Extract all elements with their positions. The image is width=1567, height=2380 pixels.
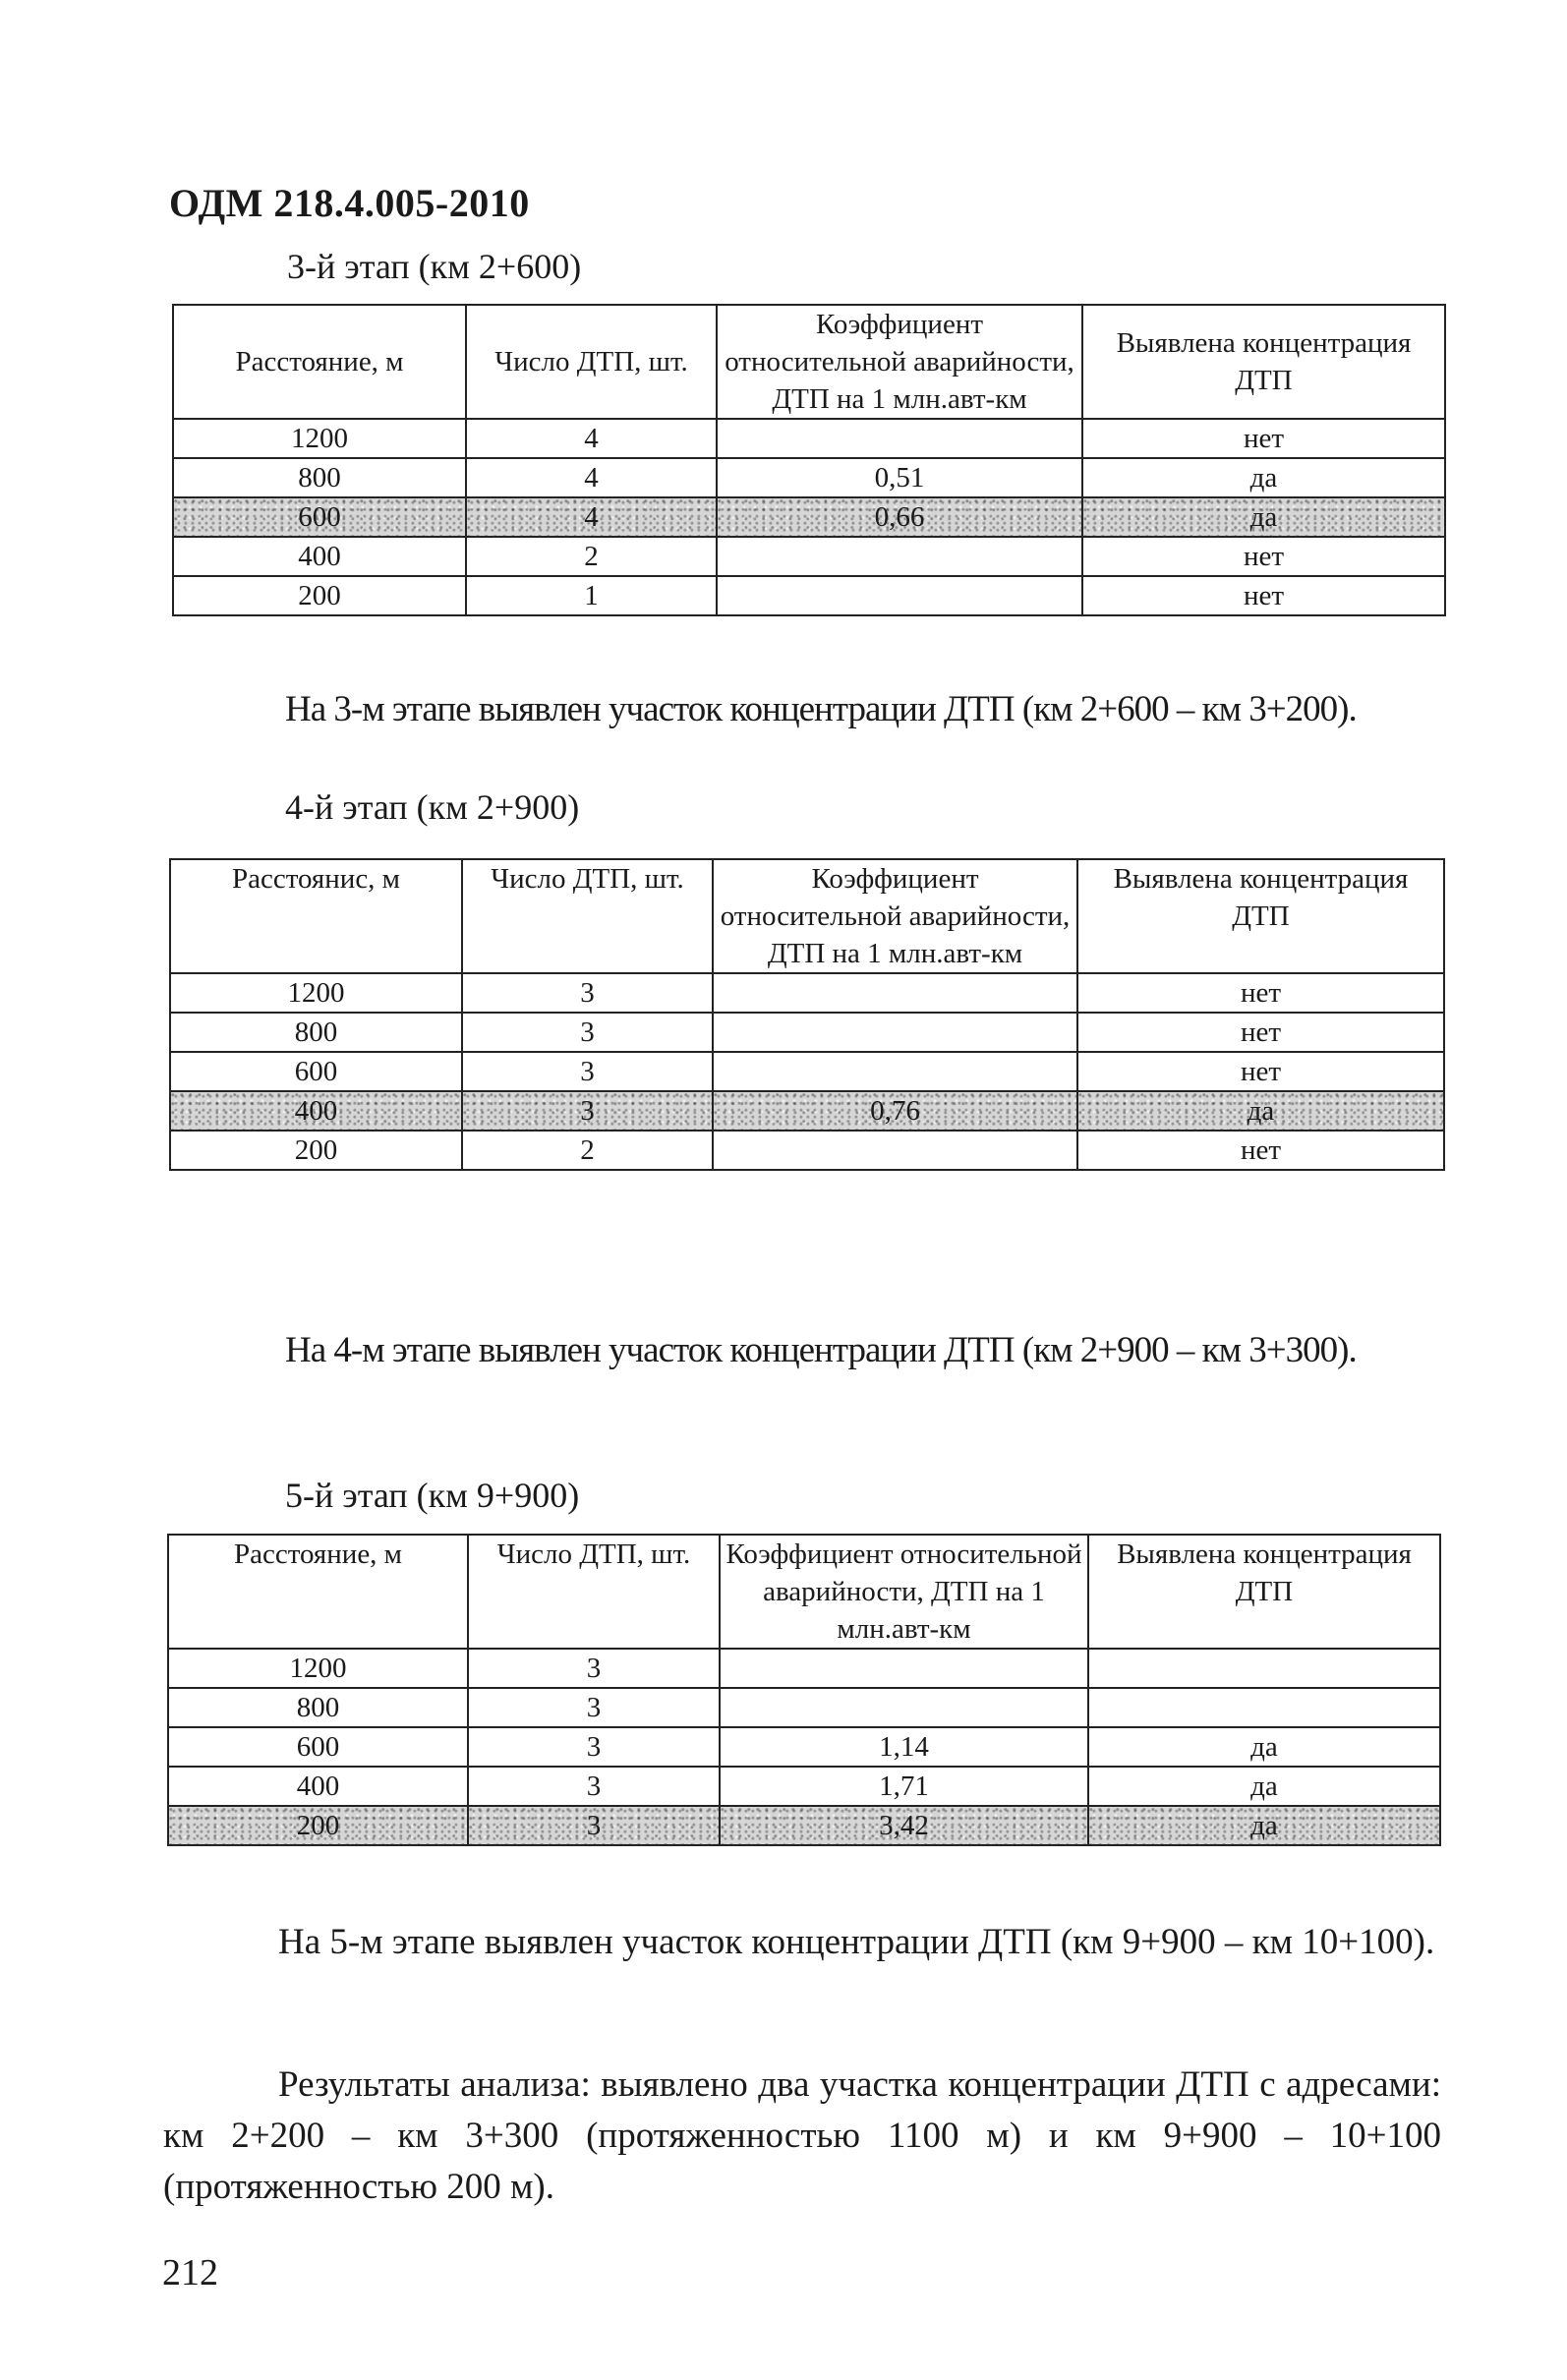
- cell: 200: [170, 1131, 462, 1170]
- cell: 400: [173, 537, 466, 576]
- cell: [720, 1649, 1088, 1688]
- cell: 800: [170, 1013, 462, 1052]
- cell: да: [1082, 458, 1445, 497]
- stage5-title: 5-й этап (км 9+900): [285, 1476, 580, 1515]
- cell: 4: [466, 497, 717, 537]
- cell: 800: [168, 1688, 468, 1727]
- table-row: [168, 1688, 1440, 1727]
- col-found: Выявлена концентрация ДТП: [1077, 859, 1444, 973]
- col-found: Выявлена концентрация ДТП: [1088, 1535, 1440, 1649]
- cell: да: [1088, 1727, 1440, 1767]
- cell: 600: [168, 1727, 468, 1767]
- table-row: [170, 1013, 1444, 1052]
- cell: 3: [462, 1013, 713, 1052]
- cell: 1,14: [720, 1727, 1088, 1767]
- table-row: [170, 1131, 1444, 1170]
- cell: 3: [468, 1767, 720, 1806]
- highlighted-row: [173, 497, 1445, 537]
- cell: [1088, 1649, 1440, 1688]
- cell: [713, 1052, 1077, 1091]
- cell: 0,76: [713, 1091, 1077, 1131]
- cell: 1200: [168, 1649, 468, 1688]
- cell: нет: [1077, 1013, 1444, 1052]
- table-row: [168, 1649, 1440, 1688]
- cell: 3: [468, 1727, 720, 1767]
- cell: 4: [466, 419, 717, 458]
- stage4-table: [169, 858, 1445, 1171]
- cell: 3: [462, 973, 713, 1013]
- cell: 400: [170, 1091, 462, 1131]
- cell: 800: [173, 458, 466, 497]
- cell: [713, 1013, 1077, 1052]
- cell: да: [1088, 1806, 1440, 1845]
- cell: [1088, 1688, 1440, 1727]
- cell: 2: [462, 1131, 713, 1170]
- col-distance: Расстояние, м: [173, 305, 466, 419]
- cell: 2: [466, 537, 717, 576]
- col-distance: Расстоянис, м: [170, 859, 462, 973]
- cell: [713, 1131, 1077, 1170]
- cell: да: [1088, 1767, 1440, 1806]
- cell: 3,42: [720, 1806, 1088, 1845]
- col-coef: Коэффициент относительной аварийности, ДТП на 1 млн.авт-км: [713, 859, 1077, 973]
- cell: 3: [468, 1649, 720, 1688]
- stage3-title: 3-й этап (км 2+600): [287, 247, 582, 286]
- col-distance: Расстояние, м: [168, 1535, 468, 1649]
- cell: нет: [1082, 537, 1445, 576]
- cell: [720, 1688, 1088, 1727]
- col-count: Число ДТП, шт.: [462, 859, 713, 973]
- cell: [717, 576, 1082, 615]
- cell: 1200: [170, 973, 462, 1013]
- cell: 0,66: [717, 497, 1082, 537]
- table-row: [173, 537, 1445, 576]
- col-count: Число ДТП, шт.: [468, 1535, 720, 1649]
- table-row: [168, 1727, 1440, 1767]
- cell: нет: [1082, 576, 1445, 615]
- cell: да: [1082, 497, 1445, 537]
- cell: 1200: [173, 419, 466, 458]
- table-row: [168, 1767, 1440, 1806]
- stage5-table: [167, 1534, 1441, 1846]
- cell: нет: [1077, 1131, 1444, 1170]
- highlighted-row: [170, 1091, 1444, 1131]
- stage3-table: [172, 304, 1446, 616]
- cell: да: [1077, 1091, 1444, 1131]
- stage4-title: 4-й этап (км 2+900): [285, 787, 580, 827]
- table-row: [173, 576, 1445, 615]
- table-row: [173, 458, 1445, 497]
- cell: 400: [168, 1767, 468, 1806]
- highlighted-row: [168, 1806, 1440, 1845]
- stage3-conclusion: На 3-м этапе выявлен участок концентрации ДТП (км 2+600 – км 3+200).: [285, 689, 1357, 729]
- page-number: 212: [162, 2252, 218, 2293]
- cell: 1,71: [720, 1767, 1088, 1806]
- table-header-row: [170, 859, 1444, 973]
- col-coef: Коэффициент относительной аварийности, ДТП на 1 млн.авт-км: [717, 305, 1082, 419]
- document-code: ОДМ 218.4.005-2010: [169, 181, 530, 225]
- table-header-row: [173, 305, 1445, 419]
- cell: 3: [462, 1052, 713, 1091]
- stage5-conclusion: На 5-м этапе выявлен участок концентрации ДТП (км 9+900 – км 10+100).: [278, 1922, 1435, 1962]
- cell: 3: [462, 1091, 713, 1131]
- cell: 3: [468, 1806, 720, 1845]
- cell: 1: [466, 576, 717, 615]
- results-paragraph: Результаты анализа: выявлено два участка концентрации ДТП с адресами: км 2+200 – км 3+300 (протяженностью 1100 м) и км 9+900 – 10+100 (протяженностью 200 м).: [163, 2064, 1441, 2207]
- cell: [717, 419, 1082, 458]
- col-count: Число ДТП, шт.: [466, 305, 717, 419]
- table-row: [170, 1052, 1444, 1091]
- cell: нет: [1077, 973, 1444, 1013]
- cell: 200: [168, 1806, 468, 1845]
- stage4-conclusion: На 4-м этапе выявлен участок концентрации ДТП (км 2+900 – км 3+300).: [285, 1330, 1357, 1370]
- cell: 600: [173, 497, 466, 537]
- col-found: Выявлена концентрация ДТП: [1082, 305, 1445, 419]
- cell: 600: [170, 1052, 462, 1091]
- cell: 4: [466, 458, 717, 497]
- table-row: [173, 419, 1445, 458]
- cell: 3: [468, 1688, 720, 1727]
- cell: нет: [1077, 1052, 1444, 1091]
- cell: [717, 537, 1082, 576]
- cell: 0,51: [717, 458, 1082, 497]
- table-header-row: [168, 1535, 1440, 1649]
- cell: [713, 973, 1077, 1013]
- col-coef: Коэффициент относительной аварийности, ДТП на 1 млн.авт-км: [720, 1535, 1088, 1649]
- cell: нет: [1082, 419, 1445, 458]
- table-row: [170, 973, 1444, 1013]
- cell: 200: [173, 576, 466, 615]
